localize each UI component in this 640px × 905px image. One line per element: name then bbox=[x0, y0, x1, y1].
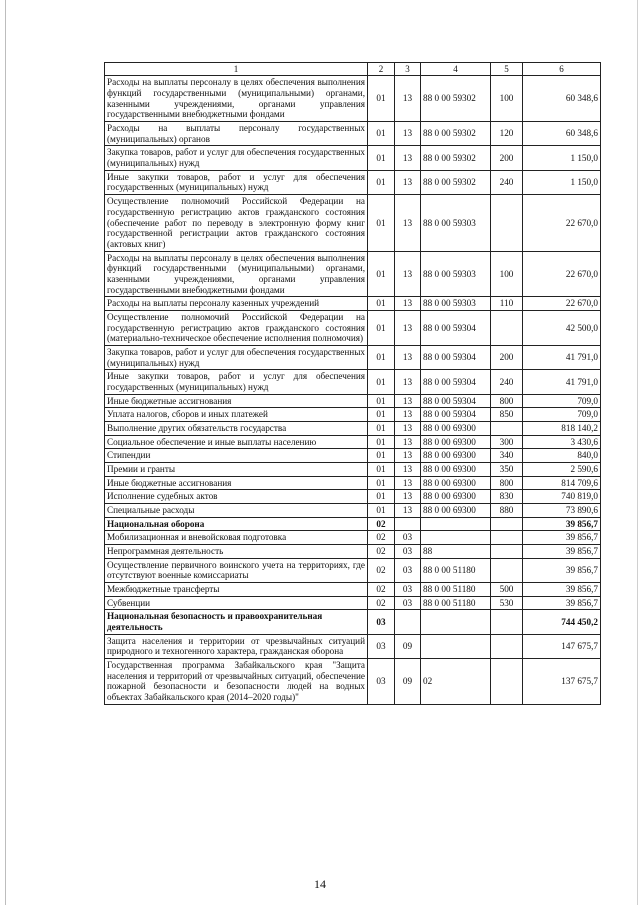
row-name-cell: Непрограммная деятельность bbox=[105, 544, 368, 558]
row-amount-cell: 60 348,6 bbox=[523, 76, 601, 122]
table-row bbox=[105, 76, 601, 122]
row-expense-type-cell bbox=[491, 517, 523, 531]
row-section-cell: 01 bbox=[368, 76, 395, 122]
page-number: 14 bbox=[314, 877, 326, 891]
row-subsection-cell: 13 bbox=[395, 310, 421, 345]
row-subsection-cell: 03 bbox=[395, 582, 421, 596]
row-section-cell: 03 bbox=[368, 659, 395, 705]
row-section-cell: 01 bbox=[368, 408, 395, 422]
row-amount-cell: 709,0 bbox=[523, 394, 601, 408]
row-expense-type-cell bbox=[491, 195, 523, 251]
row-name-cell: Защита населения и территории от чрезвычайных ситуаций природного и техногенного характера, гражданская оборона bbox=[105, 634, 368, 658]
row-target-article-cell: 88 0 00 51180 bbox=[421, 582, 491, 596]
row-expense-type-cell bbox=[491, 544, 523, 558]
row-subsection-cell: 03 bbox=[395, 544, 421, 558]
budget-table bbox=[104, 62, 601, 705]
row-section-cell: 02 bbox=[368, 582, 395, 596]
row-name-cell: Закупка товаров, работ и услуг для обеспечения государственных (муниципальных) нужд bbox=[105, 146, 368, 170]
row-subsection-cell bbox=[395, 610, 421, 634]
row-target-article-cell: 88 0 00 59302 bbox=[421, 146, 491, 170]
row-name-cell: Иные закупки товаров, работ и услуг для обеспечения государственных (муниципальных) нужд bbox=[105, 370, 368, 394]
table-row bbox=[105, 610, 601, 634]
row-name-cell: Осуществление полномочий Российской Федерации на государственную регистрацию актов гражданского состояния (материально-техническое обеспечение исполнения полномочия) bbox=[105, 310, 368, 345]
row-section-cell: 03 bbox=[368, 610, 395, 634]
row-subsection-cell: 13 bbox=[395, 421, 421, 435]
row-amount-cell: 73 890,6 bbox=[523, 503, 601, 517]
row-target-article-cell: 88 0 00 59304 bbox=[421, 394, 491, 408]
table-row bbox=[105, 408, 601, 422]
row-target-article-cell: 88 0 00 69300 bbox=[421, 421, 491, 435]
table-row bbox=[105, 531, 601, 545]
row-name-cell: Расходы на выплаты персоналу в целях обеспечения выполнения функций государственными (муниципальными) органами, казенными учреждениями, органами управления государственными внебюджетными фондами bbox=[105, 251, 368, 297]
row-expense-type-cell: 880 bbox=[491, 503, 523, 517]
row-target-article-cell: 88 0 00 51180 bbox=[421, 596, 491, 610]
row-amount-cell: 814 709,6 bbox=[523, 476, 601, 490]
row-amount-cell: 39 856,7 bbox=[523, 558, 601, 582]
row-amount-cell: 147 675,7 bbox=[523, 634, 601, 658]
row-amount-cell: 840,0 bbox=[523, 449, 601, 463]
row-expense-type-cell: 340 bbox=[491, 449, 523, 463]
row-subsection-cell: 13 bbox=[395, 297, 421, 311]
row-expense-type-cell: 200 bbox=[491, 345, 523, 369]
table-row bbox=[105, 345, 601, 369]
row-amount-cell: 39 856,7 bbox=[523, 517, 601, 531]
row-section-cell: 02 bbox=[368, 544, 395, 558]
row-expense-type-cell: 800 bbox=[491, 394, 523, 408]
row-expense-type-cell: 350 bbox=[491, 462, 523, 476]
row-expense-type-cell: 300 bbox=[491, 435, 523, 449]
table-row bbox=[105, 170, 601, 194]
row-expense-type-cell: 200 bbox=[491, 146, 523, 170]
row-section-cell: 01 bbox=[368, 345, 395, 369]
row-name-cell: Уплата налогов, сборов и иных платежей bbox=[105, 408, 368, 422]
row-name-cell: Межбюджетные трансферты bbox=[105, 582, 368, 596]
row-expense-type-cell: 120 bbox=[491, 122, 523, 146]
row-target-article-cell bbox=[421, 634, 491, 658]
row-amount-cell: 41 791,0 bbox=[523, 345, 601, 369]
row-expense-type-cell: 830 bbox=[491, 490, 523, 504]
table-row bbox=[105, 297, 601, 311]
row-amount-cell: 818 140,2 bbox=[523, 421, 601, 435]
row-target-article-cell: 88 0 00 59302 bbox=[421, 170, 491, 194]
row-expense-type-cell bbox=[491, 610, 523, 634]
table-row bbox=[105, 596, 601, 610]
row-section-cell: 01 bbox=[368, 170, 395, 194]
row-target-article-cell bbox=[421, 517, 491, 531]
row-expense-type-cell: 240 bbox=[491, 370, 523, 394]
row-expense-type-cell: 800 bbox=[491, 476, 523, 490]
header-row bbox=[105, 63, 601, 76]
row-name-cell: Выполнение других обязательств государства bbox=[105, 421, 368, 435]
header-cell-5: 5 bbox=[491, 63, 523, 76]
row-section-cell: 03 bbox=[368, 634, 395, 658]
row-section-cell: 01 bbox=[368, 421, 395, 435]
row-amount-cell: 39 856,7 bbox=[523, 596, 601, 610]
row-section-cell: 01 bbox=[368, 251, 395, 297]
row-section-cell: 01 bbox=[368, 146, 395, 170]
row-expense-type-cell: 530 bbox=[491, 596, 523, 610]
row-name-cell: Иные бюджетные ассигнования bbox=[105, 476, 368, 490]
table-row bbox=[105, 394, 601, 408]
row-subsection-cell: 13 bbox=[395, 394, 421, 408]
table-row bbox=[105, 122, 601, 146]
scan-right-edge bbox=[637, 0, 638, 905]
row-subsection-cell: 13 bbox=[395, 195, 421, 251]
row-subsection-cell: 13 bbox=[395, 503, 421, 517]
row-section-cell: 01 bbox=[368, 462, 395, 476]
row-amount-cell: 22 670,0 bbox=[523, 297, 601, 311]
row-subsection-cell: 13 bbox=[395, 449, 421, 463]
row-amount-cell: 744 450,2 bbox=[523, 610, 601, 634]
row-subsection-cell: 03 bbox=[395, 596, 421, 610]
row-target-article-cell: 88 0 00 59304 bbox=[421, 345, 491, 369]
row-section-cell: 02 bbox=[368, 531, 395, 545]
table-row bbox=[105, 435, 601, 449]
row-subsection-cell: 13 bbox=[395, 490, 421, 504]
row-name-cell: Расходы на выплаты персоналу казенных учреждений bbox=[105, 297, 368, 311]
row-target-article-cell: 88 0 00 69300 bbox=[421, 449, 491, 463]
row-target-article-cell: 88 0 00 59304 bbox=[421, 310, 491, 345]
row-section-cell: 02 bbox=[368, 558, 395, 582]
row-target-article-cell: 88 0 00 69300 bbox=[421, 490, 491, 504]
row-subsection-cell: 13 bbox=[395, 170, 421, 194]
row-name-cell: Исполнение судебных актов bbox=[105, 490, 368, 504]
header-cell-1: 1 bbox=[105, 63, 368, 76]
row-name-cell: Иные бюджетные ассигнования bbox=[105, 394, 368, 408]
row-section-cell: 01 bbox=[368, 503, 395, 517]
row-section-cell: 01 bbox=[368, 476, 395, 490]
row-amount-cell: 42 500,0 bbox=[523, 310, 601, 345]
row-subsection-cell: 13 bbox=[395, 408, 421, 422]
row-target-article-cell: 88 0 00 59303 bbox=[421, 297, 491, 311]
row-amount-cell: 41 791,0 bbox=[523, 370, 601, 394]
row-name-cell: Мобилизационная и вневойсковая подготовка bbox=[105, 531, 368, 545]
row-section-cell: 01 bbox=[368, 490, 395, 504]
row-name-cell: Осуществление первичного воинского учета на территориях, где отсутствуют военные комиссариаты bbox=[105, 558, 368, 582]
table-row bbox=[105, 146, 601, 170]
row-section-cell: 01 bbox=[368, 435, 395, 449]
row-target-article-cell: 88 0 00 69300 bbox=[421, 435, 491, 449]
table-row bbox=[105, 517, 601, 531]
row-section-cell: 01 bbox=[368, 449, 395, 463]
row-amount-cell: 2 590,6 bbox=[523, 462, 601, 476]
row-subsection-cell: 13 bbox=[395, 251, 421, 297]
row-amount-cell: 1 150,0 bbox=[523, 146, 601, 170]
row-expense-type-cell: 850 bbox=[491, 408, 523, 422]
row-name-cell: Государственная программа Забайкальского края "Защита населения и территорий от чрезвычайных ситуаций, обеспечение пожарной безопасности и безопасности людей на водных объектах Забайкальского края (2014–2020 годы)" bbox=[105, 659, 368, 705]
row-name-cell: Премии и гранты bbox=[105, 462, 368, 476]
budget-table-body bbox=[105, 63, 601, 705]
row-subsection-cell: 03 bbox=[395, 531, 421, 545]
table-row bbox=[105, 476, 601, 490]
row-subsection-cell: 13 bbox=[395, 345, 421, 369]
row-name-cell: Осуществление полномочий Российской Федерации на государственную регистрацию актов гражданского состояния (обеспечение работ по переводу в электронную форму книг государственной регистрации актов гражданского состояния (актовых книг) bbox=[105, 195, 368, 251]
row-subsection-cell: 13 bbox=[395, 462, 421, 476]
table-row bbox=[105, 310, 601, 345]
row-section-cell: 01 bbox=[368, 394, 395, 408]
row-amount-cell: 3 430,6 bbox=[523, 435, 601, 449]
row-name-cell: Социальное обеспечение и иные выплаты населению bbox=[105, 435, 368, 449]
row-name-cell: Расходы на выплаты персоналу в целях обеспечения выполнения функций государственными (муниципальными) органами, казенными учреждениями, органами управления государственными внебюджетными фондами bbox=[105, 76, 368, 122]
row-expense-type-cell bbox=[491, 659, 523, 705]
row-amount-cell: 39 856,7 bbox=[523, 531, 601, 545]
row-expense-type-cell bbox=[491, 531, 523, 545]
row-name-cell: Расходы на выплаты персоналу государственных (муниципальных) органов bbox=[105, 122, 368, 146]
row-section-cell: 01 bbox=[368, 122, 395, 146]
row-amount-cell: 22 670,0 bbox=[523, 251, 601, 297]
row-name-cell: Субвенции bbox=[105, 596, 368, 610]
scan-left-edge bbox=[5, 0, 6, 905]
row-name-cell: Национальная безопасность и правоохранительная деятельность bbox=[105, 610, 368, 634]
header-cell-6: 6 bbox=[523, 63, 601, 76]
table-row bbox=[105, 195, 601, 251]
row-subsection-cell: 13 bbox=[395, 122, 421, 146]
row-name-cell: Закупка товаров, работ и услуг для обеспечения государственных (муниципальных) нужд bbox=[105, 345, 368, 369]
row-section-cell: 01 bbox=[368, 195, 395, 251]
row-amount-cell: 39 856,7 bbox=[523, 582, 601, 596]
header-cell-3: 3 bbox=[395, 63, 421, 76]
row-amount-cell: 1 150,0 bbox=[523, 170, 601, 194]
row-name-cell: Национальная оборона bbox=[105, 517, 368, 531]
row-subsection-cell bbox=[395, 517, 421, 531]
table-row bbox=[105, 659, 601, 705]
row-expense-type-cell: 240 bbox=[491, 170, 523, 194]
row-target-article-cell bbox=[421, 610, 491, 634]
row-target-article-cell: 88 0 00 59304 bbox=[421, 370, 491, 394]
table-row bbox=[105, 370, 601, 394]
row-subsection-cell: 13 bbox=[395, 146, 421, 170]
row-target-article-cell: 88 0 00 59302 bbox=[421, 76, 491, 122]
row-subsection-cell: 09 bbox=[395, 634, 421, 658]
row-subsection-cell: 13 bbox=[395, 476, 421, 490]
table-row bbox=[105, 558, 601, 582]
row-amount-cell: 137 675,7 bbox=[523, 659, 601, 705]
row-target-article-cell: 88 0 00 59303 bbox=[421, 251, 491, 297]
table-row bbox=[105, 490, 601, 504]
table-row bbox=[105, 462, 601, 476]
table-row bbox=[105, 634, 601, 658]
row-section-cell: 02 bbox=[368, 596, 395, 610]
row-name-cell: Стипендии bbox=[105, 449, 368, 463]
row-amount-cell: 60 348,6 bbox=[523, 122, 601, 146]
row-expense-type-cell: 500 bbox=[491, 582, 523, 596]
row-amount-cell: 39 856,7 bbox=[523, 544, 601, 558]
table-row bbox=[105, 449, 601, 463]
row-expense-type-cell: 110 bbox=[491, 297, 523, 311]
row-expense-type-cell bbox=[491, 421, 523, 435]
row-amount-cell: 709,0 bbox=[523, 408, 601, 422]
row-name-cell: Специальные расходы bbox=[105, 503, 368, 517]
row-subsection-cell: 13 bbox=[395, 435, 421, 449]
row-expense-type-cell: 100 bbox=[491, 251, 523, 297]
row-subsection-cell: 09 bbox=[395, 659, 421, 705]
row-section-cell: 01 bbox=[368, 297, 395, 311]
row-target-article-cell: 88 0 00 59303 bbox=[421, 195, 491, 251]
row-section-cell: 02 bbox=[368, 517, 395, 531]
header-cell-4: 4 bbox=[421, 63, 491, 76]
table-row bbox=[105, 421, 601, 435]
row-target-article-cell: 88 0 00 59302 bbox=[421, 122, 491, 146]
row-target-article-cell: 88 0 00 69300 bbox=[421, 476, 491, 490]
row-target-article-cell: 88 bbox=[421, 544, 491, 558]
row-name-cell: Иные закупки товаров, работ и услуг для обеспечения государственных (муниципальных) нужд bbox=[105, 170, 368, 194]
row-target-article-cell: 88 0 00 69300 bbox=[421, 462, 491, 476]
row-expense-type-cell bbox=[491, 310, 523, 345]
row-target-article-cell: 88 0 00 69300 bbox=[421, 503, 491, 517]
table-row bbox=[105, 503, 601, 517]
row-target-article-cell: 88 0 00 51180 bbox=[421, 558, 491, 582]
row-target-article-cell: 02 bbox=[421, 659, 491, 705]
row-expense-type-cell: 100 bbox=[491, 76, 523, 122]
row-subsection-cell: 13 bbox=[395, 76, 421, 122]
row-target-article-cell: 88 0 00 59304 bbox=[421, 408, 491, 422]
row-subsection-cell: 03 bbox=[395, 558, 421, 582]
row-section-cell: 01 bbox=[368, 310, 395, 345]
table-row bbox=[105, 582, 601, 596]
table-row bbox=[105, 544, 601, 558]
table-row bbox=[105, 251, 601, 297]
row-section-cell: 01 bbox=[368, 370, 395, 394]
row-amount-cell: 740 819,0 bbox=[523, 490, 601, 504]
row-amount-cell: 22 670,0 bbox=[523, 195, 601, 251]
row-expense-type-cell bbox=[491, 558, 523, 582]
row-expense-type-cell bbox=[491, 634, 523, 658]
row-target-article-cell bbox=[421, 531, 491, 545]
header-cell-2: 2 bbox=[368, 63, 395, 76]
row-subsection-cell: 13 bbox=[395, 370, 421, 394]
